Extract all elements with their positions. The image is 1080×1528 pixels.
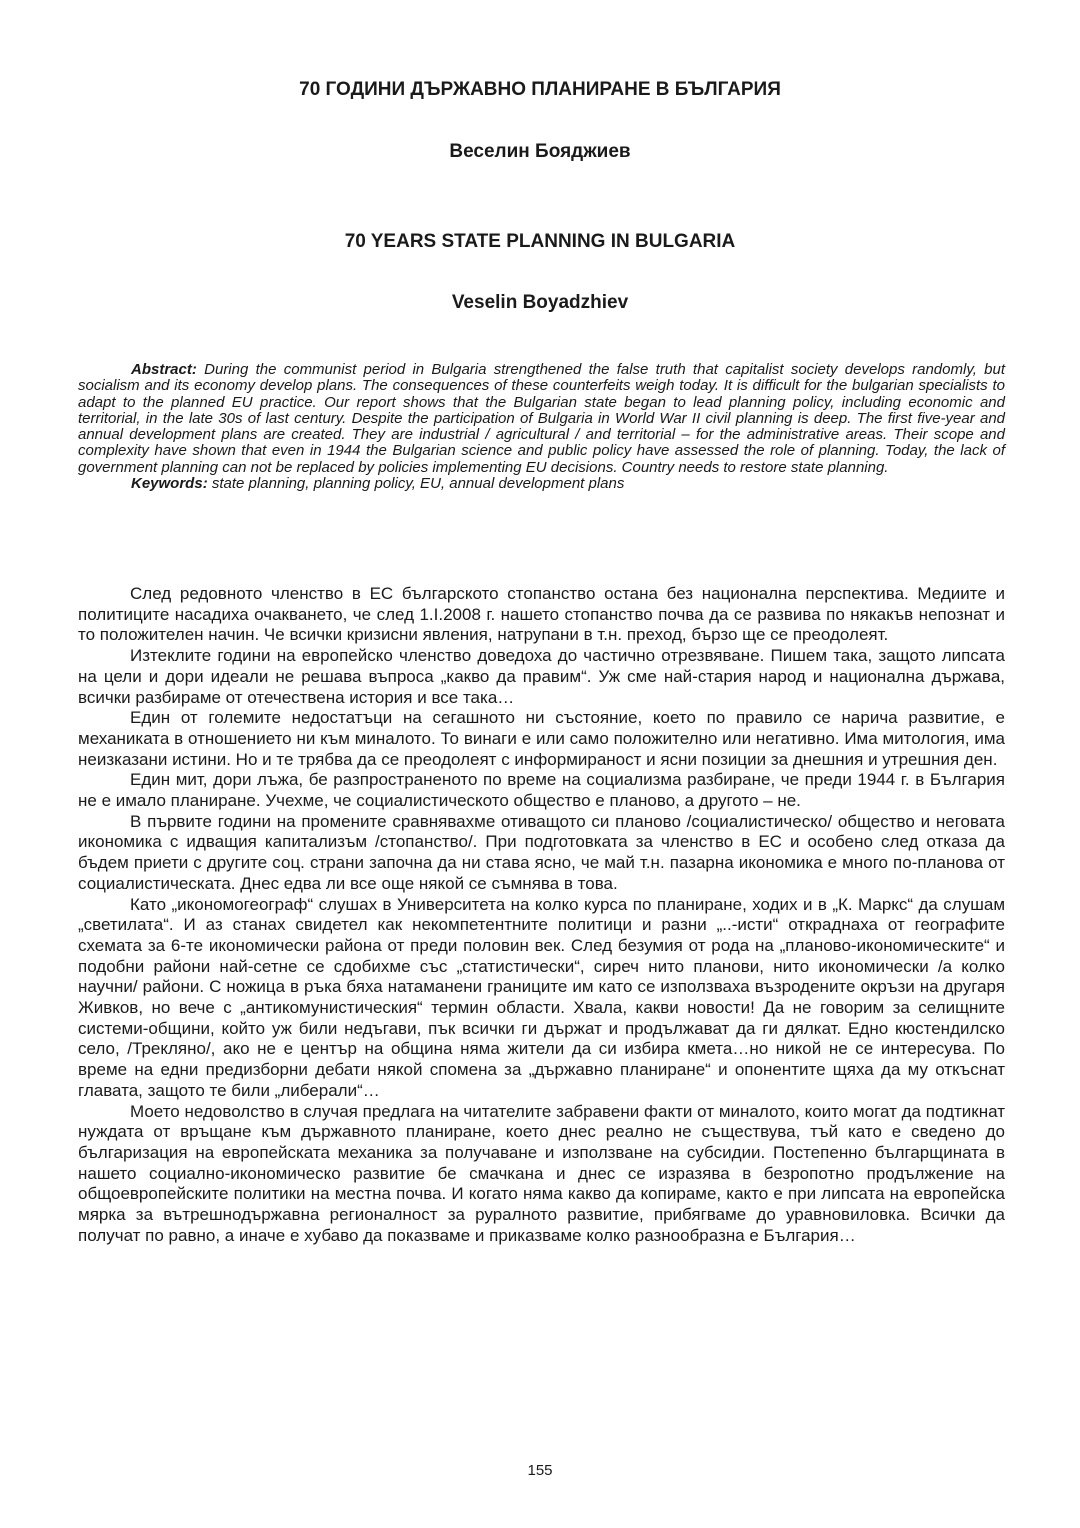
keywords-paragraph [78, 476, 1005, 492]
title-bulgarian: 70 ГОДИНИ ДЪРЖАВНО ПЛАНИРАНЕ В БЪЛГАРИЯ [299, 79, 781, 100]
abstract-paragraph [78, 362, 1005, 476]
abstract-label: Abstract: [131, 361, 197, 378]
body-text [78, 584, 1005, 1247]
body-paragraph-3: Един от големите недостатъци на сегашното ни състояние, което по правило се нарича развитие, е механиката в отношението ни към миналото. То винаги е или само положително или негативно. Има митология, има неизказани истини. Но и те трябва да се преодолеят с информираност и ясни позиции за днешния и утрешния ден. [78, 708, 1005, 769]
body-paragraph-1: След редовното членство в ЕС българското стопанство остана без национална перспектива. Медиите и политиците насадиха очакването, че след 1.I.2008 г. нашето стопанство почва да се развива по някакъв непознат и то положителен начин. Че всички кризисни явления, натрупани в т.н. преход, бързо ще се преодолеят. [78, 584, 1005, 645]
keywords-text: state planning, planning policy, EU, annual development plans [211, 475, 625, 493]
author-english: Veselin Boyadzhiev [451, 292, 629, 313]
body-paragraph-7: Моето недоволство в случая предлага на читателите забравени факти от миналото, които могат да подтикнат нуждата от връщане към държавното планиране, което днес реално не съществува, тъй като е сведено до българизация на европейската механика за получаване и използване на субсидии. Постепенно българщината в нашето социално-икономическо развитие бе смачкана и днес се изразява в безропотно продължение на общоевропейските политики на местна почва. И когато няма какво да копираме, както е при липсата на европейска мярка за вътрешнодържавна регионалност за руралното развитие, прибягваме до уравновиловка. Всички да получат по равно, а иначе е хубаво да показваме и приказваме колко разнообразна е България… [78, 1101, 1005, 1245]
body-paragraph-6: Като „икономогеограф“ слушах в Университета на колко курса по планиране, ходих и в „К. Маркс“ да слушам „светилата“. И аз станах свидетел как некомпетентните политици и разни „..-исти“ откраднаха от географите схемата за 6-те икономически района от преди половин век. След безумия от рода на „планово-икономическите“ и подобни райони най-сетне се сдобихме със „статистически“, сиреч нито планови, нито икономически /а колко научни/ райони. С ножица в ръка бяха натаманени границите им като се използваха възродените окръзи на другаря Живков, но вече с „антикомунистическия“ термин области. Хвала, какви новости! Да не говорим за селищните системи-общини, който уж били недъгави, пък всички ги държат и продължават да ги дялкат. Едно кюстендилско село, /Трекляно/, ако не е център на община няма жители да си избира кмета…но никой не се интересува. По време на едни предизборни дебати някой спомена за „държавно планиране“ и опонентите щяха да му откъснат главата, защото те били „либерали“… [78, 894, 1005, 1100]
body-paragraph-5: В първите години на промените сравнявахме отиващото си планово /социалистическо/ общество и неговата икономика с идващия капитализъм /стопанство/. При подготовката за членство в ЕС и особено след отказа да бъдем приети с другите соц. страни започна да ни става ясно, че май т.н. пазарна икономика е много по-планова от социалистическата. Днес едва ли все още някой се съмнява в това. [78, 811, 1005, 893]
body-paragraph-4: Един мит, дори лъжа, бе разпространеното по време на социализма разбиране, че преди 1944 г. в България не е имало планиране. Учехме, че социалистическото общество е планово, а другото – не. [78, 770, 1005, 811]
body-paragraph-2: Изтеклите години на европейско членство доведоха до частично отрезвяване. Пишем така, защото липсата на цели и дори идеали не решава въпроса „какво да правим“. Уж сме най-стария народ и национална държава, всички разбираме от отечествена история и все така… [78, 646, 1005, 707]
page-number: 155 [527, 1462, 553, 1479]
author-bulgarian: Веселин Бояджиев [449, 141, 631, 162]
keywords-label: Keywords: [131, 475, 208, 493]
abstract-text: During the communist period in Bulgaria strengthened the false truth that capitalist society develops randomly, but socialism and its economy develop plans. The consequences of these counterfeits weigh today. It is difficult for the bulgarian specialists to adapt to the planned EU practice. Our report shows that the Bulgarian state began to lead planning policy, including economic and territorial, in the late 30s of last century. Despite the participation of Bulgaria in World War II civil planning is deep. The first five-year and annual development plans are created. They are industrial / agricultural / and territorial – for the administrative areas. Their scope and complexity have shown that even in 1944 the Bulgarian science and public policy have assessed the role of planning. Today, the lack of government planning can not be replaced by policies implementing EU decisions. Country needs to restore state planning. [78, 361, 1005, 476]
abstract-block [78, 362, 1005, 492]
title-english: 70 YEARS STATE PLANNING IN BULGARIA [344, 231, 736, 252]
